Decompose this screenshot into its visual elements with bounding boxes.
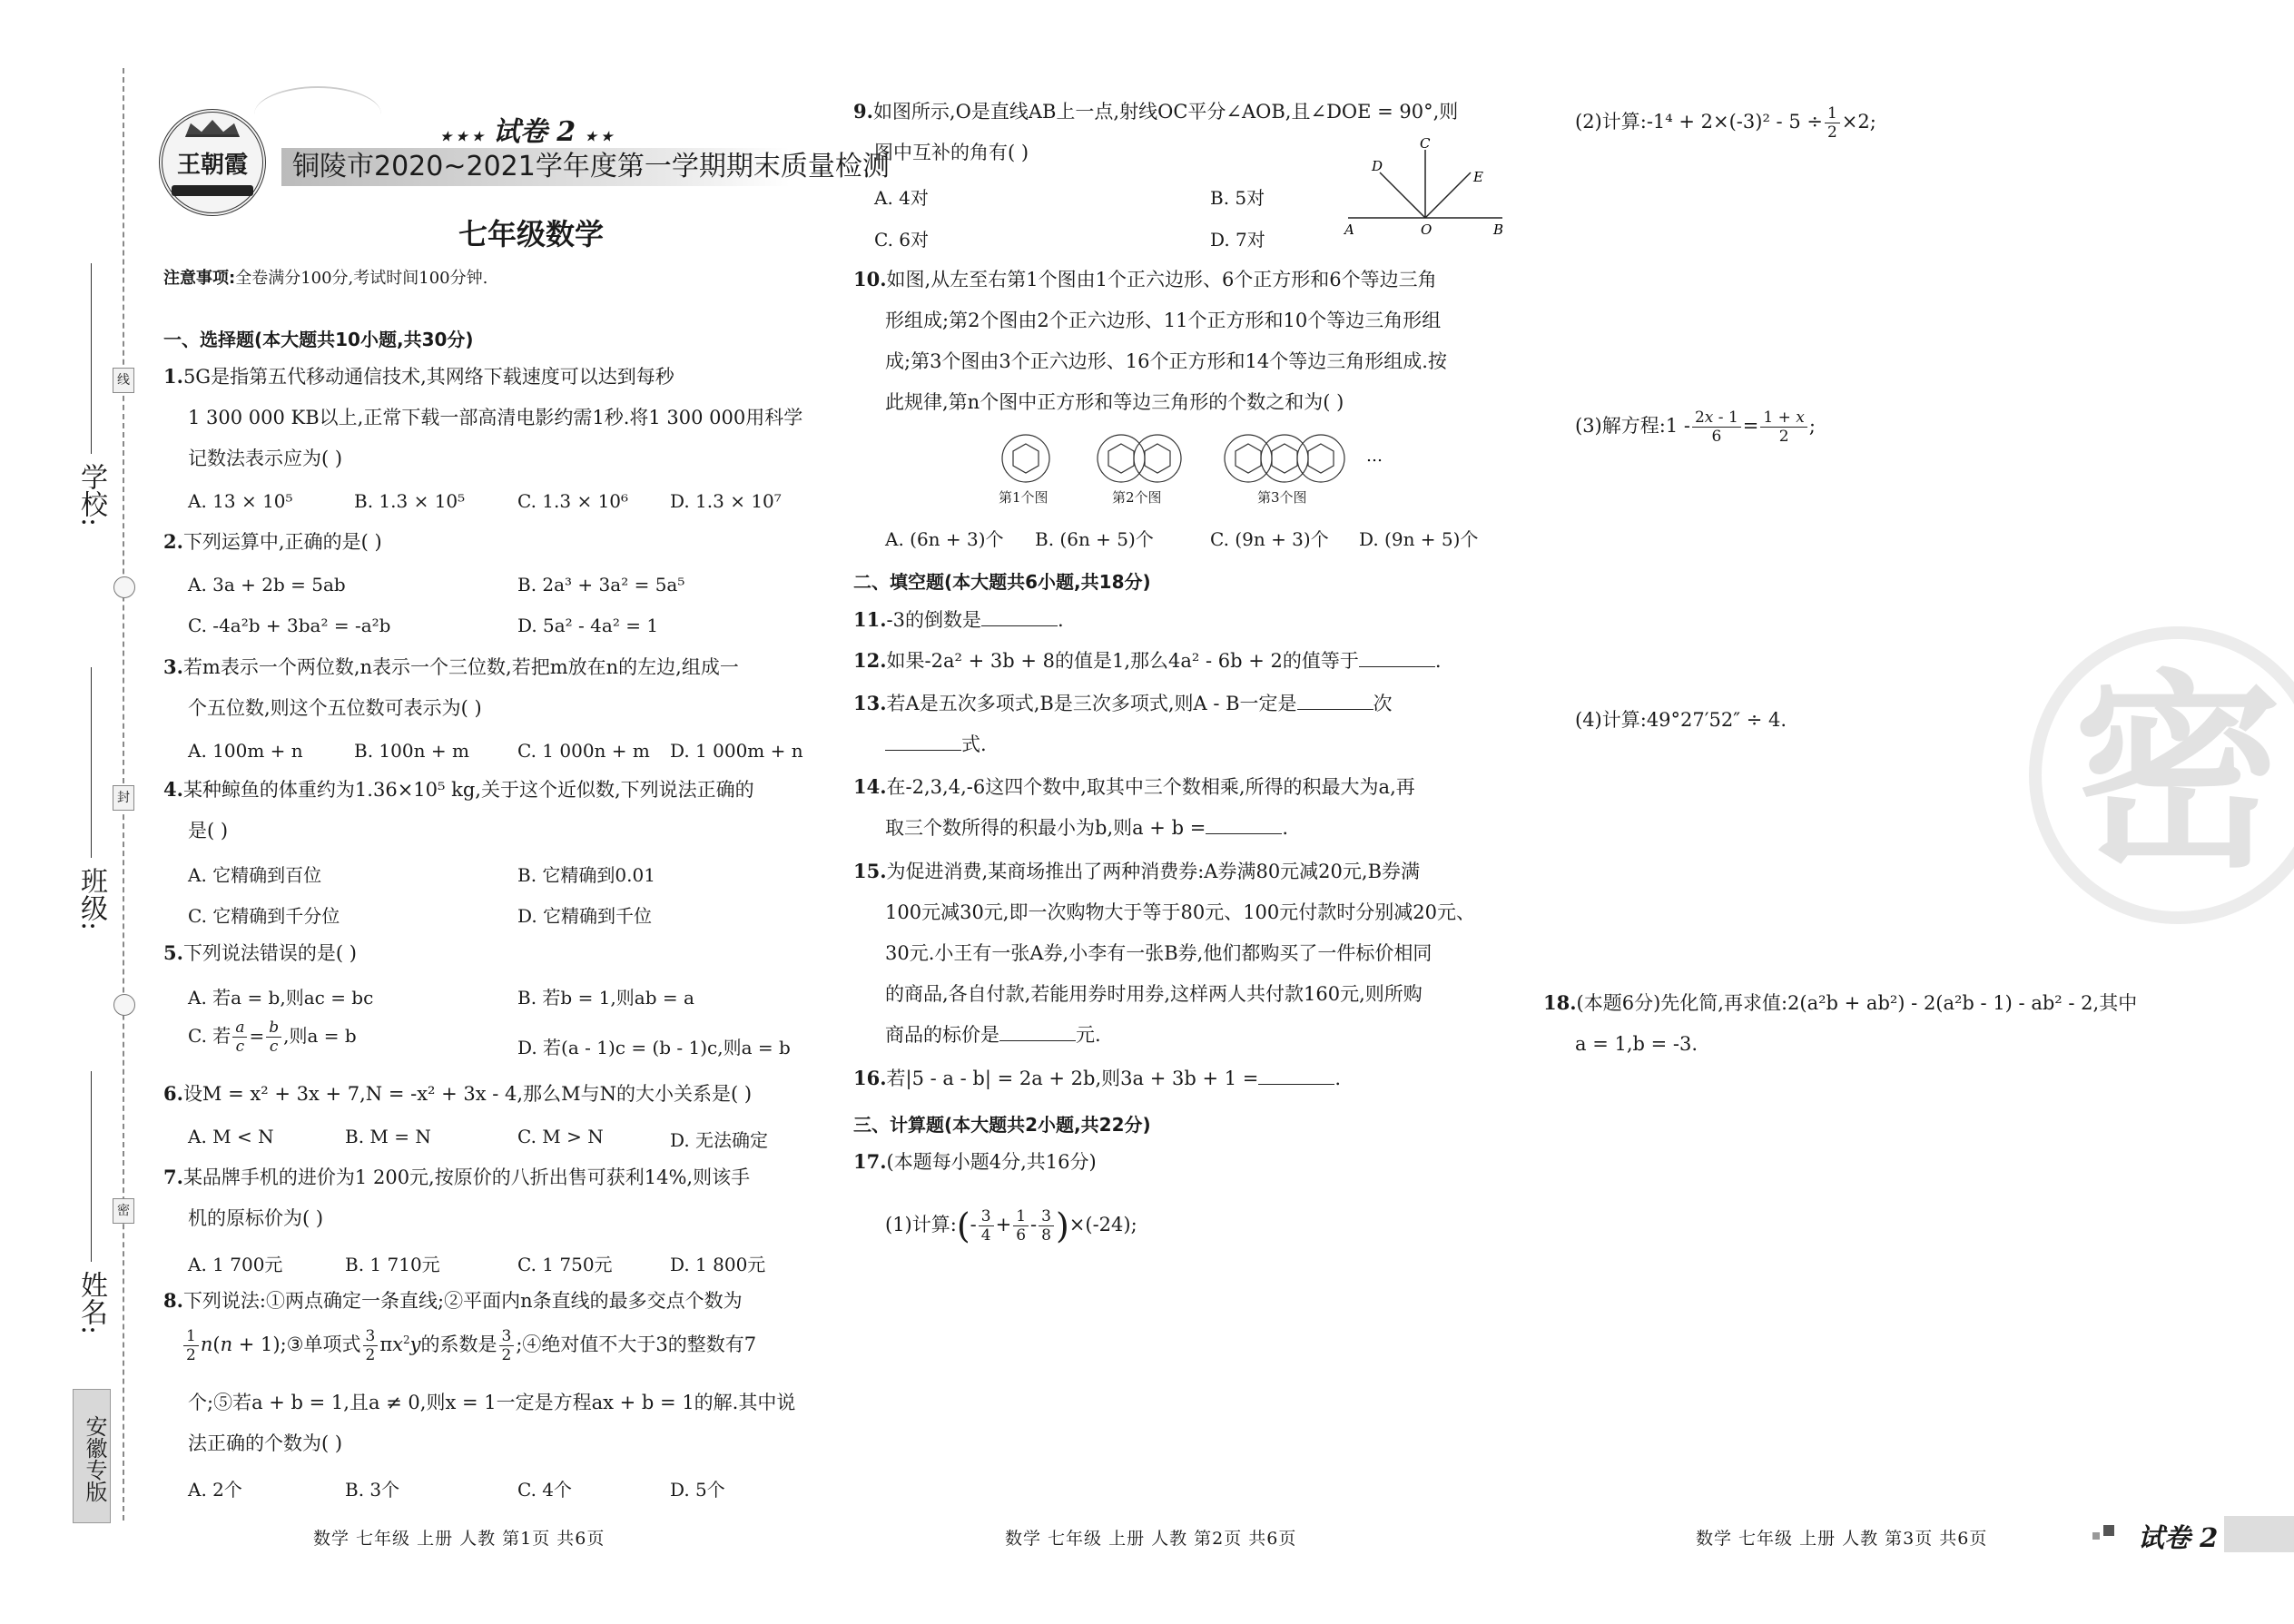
fraction-a-over-c: $\frac{a}{c}$	[232, 1019, 247, 1056]
question-17-2	[1575, 104, 1876, 142]
fig-label-3: 第3个图	[1257, 489, 1307, 506]
school-label: 学校:	[75, 463, 107, 527]
question-8-line2: $\frac{1}{2}$ n(n + 1);③单项式 $\frac{3}{2}$ $\pi x^2y$的系数是 $\frac{3}{2}$ ;④绝对值不大于3的整数有7	[182, 1327, 756, 1364]
fraction-one-half: $\frac{1}{2}$	[183, 1327, 199, 1364]
school-underline	[91, 263, 92, 454]
answer-blank[interactable]	[981, 609, 1058, 626]
question-4-line2: 是( )	[188, 820, 229, 842]
fraction-three-halves-2: $\frac{3}{2}$	[499, 1327, 515, 1364]
q-number: 7.	[163, 1166, 183, 1188]
q-number: 16.	[853, 1067, 887, 1089]
ray-oe	[1425, 172, 1471, 218]
q6-option-d[interactable]: D. 无法确定	[670, 1129, 769, 1151]
seal-dot-2	[113, 994, 135, 1016]
q3-line1: 若m表示一个两位数,n表示一个三位数,若把m放在n的左边,组成一	[182, 656, 739, 678]
q-number: 2.	[163, 530, 183, 553]
notice-label: 注意事项:	[163, 269, 236, 288]
footer-gray-bar	[2224, 1516, 2294, 1552]
q-number: 13.	[853, 692, 887, 714]
q18-line1: (本题6分)先化简,再求值:2(a²b + ab²) - 2(a²b - 1) - ab² - 2,其中	[1576, 992, 2138, 1014]
q3-option-a[interactable]: A. 100m + n	[188, 740, 303, 762]
fraction-three-quarters: $\frac{3}{4}$	[979, 1207, 994, 1245]
point-e-label: E	[1473, 169, 1483, 185]
fraction-b-over-c: $\frac{b}{c}$	[266, 1019, 281, 1056]
q14-line2-text: 取三个数所得的积最小为b,则a + b =	[885, 817, 1206, 839]
section-calc: 三、计算题(本大题共2小题,共22分)	[853, 1114, 1151, 1136]
q-number: 17.	[853, 1150, 887, 1173]
footer-page-3: 数学 七年级 上册 人教 第3页 共6页	[1696, 1529, 1988, 1549]
q-number: 6.	[163, 1082, 183, 1105]
fig-label-1: 第1个图	[999, 489, 1049, 506]
q9-option-a[interactable]: A. 4对	[874, 187, 929, 209]
q5c-tail: ,则a = b	[283, 1025, 357, 1047]
question-11: 11.-3的倒数是 .	[853, 608, 1064, 631]
q-number: 14.	[853, 775, 887, 798]
q16-text: 若|5 - a - b| = 2a + 2b,则3a + 3b + 1 =	[886, 1068, 1259, 1089]
answer-blank[interactable]	[1297, 693, 1373, 710]
question-3	[163, 654, 739, 681]
q13-text-c: 式.	[961, 733, 987, 755]
exam-title: 铜陵市2020~2021学年度第一学期期末质量检测	[292, 151, 890, 182]
q-number: 10.	[853, 268, 887, 290]
q13-text: 若A是五次多项式,B是三次多项式,则A - B一定是	[886, 693, 1297, 714]
footer-page-1: 数学 七年级 上册 人教 第1页 共6页	[313, 1529, 605, 1549]
q7-option-c[interactable]: C. 1 750元	[517, 1254, 613, 1275]
q17-2-tail: ×2;	[1841, 111, 1876, 133]
ribbon-decoration	[254, 86, 381, 143]
q-number: 3.	[163, 655, 183, 678]
subject-title: 七年级数学	[458, 217, 605, 251]
q1-line1: 5G是指第五代移动通信技术,其网络下载速度可以达到每秒	[182, 366, 674, 388]
logo-text: 王朝霞	[176, 152, 248, 179]
footer-page-2: 数学 七年级 上册 人教 第2页 共6页	[1005, 1529, 1297, 1549]
q14-line1: 在-2,3,4,-6这四个数中,取其中三个数相乘,所得的积最大为a,再	[886, 776, 1415, 798]
question-8-line4: 个;⑤若a + b = 1,且a ≠ 0,则x = 1一定是方程ax + b = 1的解.其中说	[188, 1392, 796, 1413]
q6-text: 设M = x² + 3x + 7,N = -x² + 3x - 4,那么M与N的大小关系是( )	[182, 1083, 753, 1105]
footer-decor-squares	[2092, 1525, 2118, 1543]
question-14	[853, 773, 1415, 801]
q2-text: 下列运算中,正确的是( )	[182, 531, 382, 553]
fraction-one-sixth: $\frac{1}{6}$	[1013, 1207, 1029, 1245]
pattern-ellipsis: …	[1366, 447, 1383, 466]
q3-option-d[interactable]: D. 1 000m + n	[670, 740, 803, 762]
q1-option-a[interactable]: A. 13 × 10⁵	[188, 490, 293, 512]
fraction-three-halves: $\frac{3}{2}$	[363, 1327, 379, 1364]
q9-option-d[interactable]: D. 7对	[1210, 229, 1265, 251]
q12-text: 如果-2a² + 3b + 8的值是1,那么4a² - 6b + 2的值等于	[886, 650, 1359, 672]
question-17-4: (4)计算:49°27′52″ ÷ 4.	[1575, 709, 1787, 731]
q3-option-b[interactable]: B. 100n + m	[354, 740, 469, 762]
answer-blank[interactable]	[1258, 1068, 1334, 1085]
q8-line1: 下列说法:①两点确定一条直线;②平面内n条直线的最多交点个数为	[182, 1290, 743, 1312]
ray-od	[1380, 172, 1425, 218]
answer-blank[interactable]	[1206, 817, 1282, 834]
q5-text: 下列说法错误的是( )	[182, 942, 357, 964]
badge-stars-left: ★ ★ ★	[440, 130, 484, 144]
q-number: 11.	[853, 608, 887, 631]
q-number: 8.	[163, 1289, 183, 1312]
question-9	[853, 98, 1458, 125]
question-15	[853, 858, 1420, 885]
point-d-label: D	[1372, 158, 1383, 174]
q2-option-c[interactable]: C. -4a²b + 3ba² = -a²b	[188, 615, 391, 636]
answer-blank[interactable]	[885, 733, 961, 751]
question-15-line3: 30元.小王有一张A券,小李有一张B券,他们都购买了一件标价相同	[885, 942, 1433, 964]
q17-text: (本题每小题4分,共16分)	[886, 1151, 1097, 1173]
q15-line1: 为促进消费,某商场推出了两种消费券:A券满80元减20元,B券满	[886, 861, 1421, 882]
q-number: 9.	[853, 100, 873, 123]
badge-stars-right: ★ ★	[585, 130, 613, 144]
q5-option-b[interactable]: B. 若b = 1,则ab = a	[517, 987, 694, 1009]
question-18-line2: a = 1,b = -3.	[1575, 1033, 1698, 1055]
q2-option-b[interactable]: B. 2a³ + 3a² = 5a⁵	[517, 574, 685, 595]
q15-line5-text: 商品的标价是	[885, 1024, 999, 1046]
q2-option-d[interactable]: D. 5a² - 4a² = 1	[517, 615, 659, 636]
point-b-label: B	[1493, 221, 1504, 238]
q10-option-b[interactable]: B. (6n + 5)个	[1035, 528, 1154, 550]
question-2	[163, 528, 382, 556]
q17-3-label: (3)解方程:	[1575, 415, 1666, 437]
question-8	[163, 1287, 743, 1314]
q1-option-b[interactable]: B. 1.3 × 10⁵	[354, 490, 466, 512]
fraction-2x-minus-1-over-6: $\frac{2x - 1}{6}$	[1692, 408, 1741, 446]
fraction-three-eighths: $\frac{3}{8}$	[1039, 1207, 1054, 1245]
q8-option-d[interactable]: D. 5个	[670, 1479, 725, 1501]
question-16: 16.若|5 - a - b| = 2a + 2b,则3a + 3b + 1 = .	[853, 1067, 1342, 1089]
name-label: 姓名:	[75, 1271, 107, 1335]
test-badge	[440, 109, 613, 149]
q5c-prefix: C. 若	[188, 1025, 231, 1047]
point-c-label: C	[1420, 136, 1431, 152]
q9-option-c[interactable]: C. 6对	[874, 229, 930, 251]
q10-option-c[interactable]: C. (9n + 3)个	[1210, 528, 1329, 550]
seal-dot-1	[113, 576, 135, 598]
province-tag: 安徽专版	[73, 1389, 111, 1523]
fig-label-2: 第2个图	[1112, 489, 1162, 506]
question-6	[163, 1080, 752, 1107]
confidential-watermark	[2029, 626, 2294, 924]
footer-badge: 试卷 2	[2138, 1522, 2219, 1553]
question-4	[163, 776, 754, 803]
answer-blank[interactable]	[1359, 650, 1435, 667]
q15-line5-tail: 元.	[1076, 1024, 1101, 1046]
q10-pattern-figure	[999, 431, 1407, 490]
question-3-line2: 个五位数,则这个五位数可表示为( )	[188, 697, 482, 719]
question-13	[853, 690, 1393, 717]
q7-line1: 某品牌手机的进价为1 200元,按原价的八折出售可获利14%,则该手	[182, 1166, 751, 1188]
question-7	[163, 1164, 750, 1191]
notice-text: 全卷满分100分,考试时间100分钟.	[235, 269, 488, 288]
q5-option-a[interactable]: A. 若a = b,则ac = bc	[188, 987, 374, 1009]
q-number: 5.	[163, 941, 183, 964]
q2-option-a[interactable]: A. 3a + 2b = 5ab	[188, 574, 346, 595]
question-1-line3: 记数法表示应为( )	[188, 448, 343, 469]
q9-angle-figure	[1339, 136, 1511, 241]
q-number: 18.	[1543, 991, 1577, 1014]
q1-option-d[interactable]: D. 1.3 × 10⁷	[670, 490, 782, 512]
logo-ribbon	[172, 185, 253, 196]
q4-line1: 某种鲸鱼的体重约为1.36×10⁵ kg,关于这个近似数,下列说法正确的	[182, 779, 754, 801]
q-number: 1.	[163, 365, 183, 388]
q10-option-d[interactable]: D. (9n + 5)个	[1359, 528, 1479, 550]
question-8-line5: 法正确的个数为( )	[188, 1432, 343, 1454]
q-number: 12.	[853, 649, 887, 672]
fraction-1-plus-x-over-2: $\frac{1 + x}{2}$	[1760, 408, 1807, 446]
pattern-figure-2	[1098, 435, 1181, 482]
q4-option-c[interactable]: C. 它精确到千分位	[188, 905, 340, 927]
q6-option-b[interactable]: B. M = N	[345, 1126, 431, 1147]
question-5	[163, 940, 357, 967]
question-15-line2: 100元减30元,即一次购物大于等于80元、100元付款时分别减20元、	[885, 901, 1476, 923]
badge-text: 试卷 2	[492, 116, 576, 148]
q4-option-d[interactable]: D. 它精确到千位	[517, 905, 653, 927]
q17-1-tail: ×(-24);	[1068, 1214, 1137, 1235]
question-14-line2: 取三个数所得的积最小为b,则a + b = .	[885, 817, 1288, 839]
section-choice: 一、选择题(本大题共10小题,共30分)	[163, 329, 474, 350]
question-10	[853, 266, 1437, 293]
q9-option-b[interactable]: B. 5对	[1210, 187, 1265, 209]
notice	[163, 265, 487, 289]
q10-line1: 如图,从左至右第1个图由1个正六边形、6个正方形和6个等边三角	[886, 269, 1437, 290]
logo-crown-icon	[185, 120, 240, 137]
q7-option-b[interactable]: B. 1 710元	[345, 1254, 440, 1275]
section-fill: 二、填空题(本大题共6小题,共18分)	[853, 571, 1151, 593]
q3-option-c[interactable]: C. 1 000n + m	[517, 740, 650, 762]
class-underline	[91, 667, 92, 858]
question-1-line2: 1 300 000 KB以上,正常下载一部高清电影约需1秒.将1 300 000用科学	[188, 407, 803, 428]
q-number: 15.	[853, 860, 887, 882]
pattern-figure-1	[1002, 435, 1049, 482]
q1-option-c[interactable]: C. 1.3 × 10⁶	[517, 490, 629, 512]
q8-option-b[interactable]: B. 3个	[345, 1479, 400, 1501]
q5-option-d[interactable]: D. 若(a - 1)c = (b - 1)c,则a = b	[517, 1037, 791, 1058]
answer-blank[interactable]	[999, 1024, 1076, 1041]
point-a-label: A	[1344, 221, 1354, 238]
q5-option-c[interactable]: C. 若 $\frac{a}{c}$ = $\frac{b}{c}$ ,则a = b	[188, 1019, 357, 1056]
question-17-1: (1)计算:(- $\frac{3}{4}$ + $\frac{1}{6}$ - $\frac{3}{8}$ )×(-24);	[885, 1206, 1137, 1246]
question-15-line4: 的商品,各自付款,若能用券时用券,这样两人共付款160元,则所购	[885, 983, 1423, 1005]
q11-text: -3的倒数是	[886, 609, 982, 631]
q7-option-a[interactable]: A. 1 700元	[188, 1254, 283, 1275]
question-15-line5	[885, 1021, 1101, 1048]
q13-text-b: 次	[1373, 693, 1393, 714]
q6-option-a[interactable]: A. M < N	[188, 1126, 274, 1147]
seal-mi: 密	[113, 1198, 134, 1224]
point-o-label: O	[1421, 221, 1433, 238]
q8-option-c[interactable]: C. 4个	[517, 1479, 573, 1501]
question-1	[163, 363, 674, 390]
q17-2-label: (2)计算:	[1575, 111, 1647, 133]
q4-option-b[interactable]: B. 它精确到0.01	[517, 864, 655, 886]
question-10-line4: 此规律,第n个图中正方形和等边三角形的个数之和为( )	[885, 391, 1344, 413]
watermark-text: 密	[2072, 654, 2282, 896]
q4-option-a[interactable]: A. 它精确到百位	[188, 864, 322, 886]
question-10-line3: 成;第3个图由3个正六边形、16个正方形和14个等边三角形组成.按	[885, 350, 1447, 372]
question-17-3: (3)解方程:1 - $\frac{2x - 1}{6}$ = $\frac{1 + x}{2}$ ;	[1575, 408, 1816, 446]
q10-option-a[interactable]: A. (6n + 3)个	[885, 528, 1004, 550]
question-7-line2: 机的原标价为( )	[188, 1207, 324, 1229]
question-18	[1543, 989, 2137, 1017]
q17-2-expr: -1⁴ + 2×(-3)² - 5 ÷	[1646, 111, 1823, 133]
brand-logo	[159, 109, 266, 216]
q17-1-label: (1)计算:	[885, 1214, 957, 1235]
q9-line1: 如图所示,O是直线AB上一点,射线OC平分∠AOB,且∠DOE = 90°,则	[872, 101, 1459, 123]
question-17	[853, 1148, 1097, 1176]
question-12: 12.如果-2a² + 3b + 8的值是1,那么4a² - 6b + 2的值等于 .	[853, 649, 1442, 672]
question-13-line2	[885, 731, 987, 758]
q-number: 4.	[163, 778, 183, 801]
name-underline	[91, 1071, 92, 1262]
q6-option-c[interactable]: C. M > N	[517, 1126, 604, 1147]
pattern-figure-3	[1225, 435, 1344, 482]
q7-option-d[interactable]: D. 1 800元	[670, 1254, 766, 1275]
class-label: 班级:	[75, 867, 107, 931]
q8-option-a[interactable]: A. 2个	[188, 1479, 242, 1501]
fraction-one-half-b: $\frac{1}{2}$	[1825, 104, 1840, 142]
seal-feng: 封	[113, 785, 134, 811]
seal-xian: 线	[113, 368, 134, 393]
question-9-line2: 图中互补的角有( )	[874, 142, 1029, 163]
question-10-line2: 形组成;第2个图由2个正六边形、11个正方形和10个等边三角形组	[885, 310, 1442, 331]
